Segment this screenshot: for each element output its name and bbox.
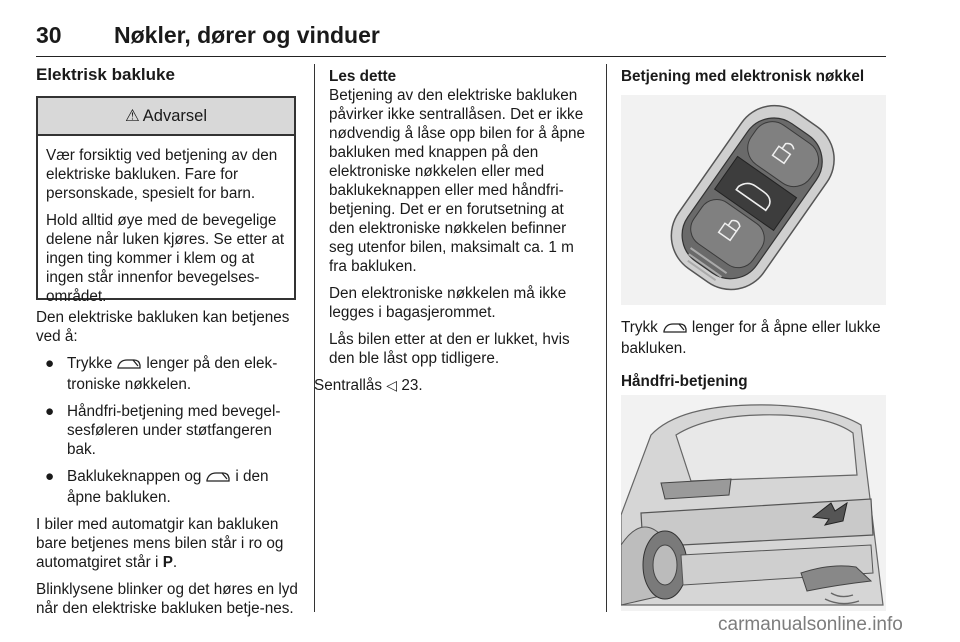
list-item: ● Baklukeknappen og i den åpne bakluken. — [45, 468, 269, 506]
automatic-gearbox-paragraph: I biler med automatgir kan bakluken bare betjenes mens bilen står i ro og automatgiret står i P. — [36, 516, 284, 571]
key-fob-illustration — [621, 95, 886, 305]
warning-header — [38, 98, 294, 136]
bullet-icon: ● — [45, 403, 55, 420]
page-number: 30 — [36, 22, 62, 48]
column-3-text — [621, 318, 886, 391]
tailgate-icon — [662, 320, 688, 339]
warning-box — [36, 96, 296, 305]
car-rear-illustration — [621, 395, 886, 611]
column-2-text — [314, 67, 593, 403]
warning-paragraph: Hold alltid øye med de bevegelige delene når luken kjøres. Se etter at ingen ting kommer i klem og at ingen står innenfor bevegelses-området. — [46, 212, 285, 305]
indicator-paragraph: Blinklysene blinker og det høres en lyd når den elektriske bakluken betje-nes. — [36, 581, 298, 617]
bullet-icon: ● — [45, 355, 55, 372]
tailgate-icon — [116, 356, 142, 375]
warning-icon: ⚠ — [125, 107, 140, 125]
list-item: ● Trykke lenger på den elek-troniske nøkkelen. — [45, 355, 278, 393]
page-header — [36, 22, 886, 57]
note-title: Les dette — [329, 68, 397, 85]
warning-paragraph: Vær forsiktig ved betjening av den elektriske bakluken. Fare for personskade, spesielt for barn. — [46, 147, 278, 202]
note-paragraph: Lås bilen etter at den er lukket, hvis den ble låst opp tidligere. — [329, 331, 570, 367]
list-item: ● Håndfri-betjening med bevegel-sesføleren under støtfangeren bak. — [45, 403, 281, 458]
column-divider — [314, 64, 315, 612]
bullet-icon: ● — [45, 468, 55, 485]
warning-title: Advarsel — [142, 106, 207, 125]
column-divider — [606, 64, 607, 612]
cross-reference[interactable]: Sentrallås ◁ 23. — [314, 377, 423, 394]
subheading-key-operation: Betjening med elektronisk nøkkel — [621, 68, 865, 85]
note-paragraph: Betjening av den elektriske bakluken påvirker ikke sentrallåsen. Det er ikke nødvendig å låse opp bilen for å åpne bakluken med knappen på den elektroniske nøkkelen eller med baklukeknappen eller med håndfri-betjening. Det er en forutsetning at den elektroniske nøkkelen befinner seg utenfor bilen, maksimalt ca. 1 m fra bakluken. — [329, 87, 585, 275]
gear-position-p: P — [162, 554, 173, 571]
tailgate-icon — [205, 469, 231, 488]
section-title: Elektrisk bakluke — [36, 65, 175, 84]
key-operation-paragraph: Trykk lenger for å åpne eller lukke bakluken. — [621, 319, 881, 357]
intro-paragraph: Den elektriske bakluken kan betjenes ved å: — [36, 309, 290, 345]
column-1-text — [36, 308, 300, 626]
subheading-hands-free: Håndfri-betjening — [621, 373, 748, 390]
warning-body — [38, 136, 294, 306]
column-3-heading-1 — [621, 67, 886, 86]
watermark: carmanualsonline.info — [718, 614, 903, 635]
reference-arrow-icon: ◁ — [386, 377, 398, 393]
chapter-title: Nøkler, dører og vinduer — [114, 22, 380, 48]
operation-methods-list — [36, 354, 300, 507]
note-paragraph: Den elektroniske nøkkelen må ikke legges i bagasjerommet. — [329, 285, 567, 321]
